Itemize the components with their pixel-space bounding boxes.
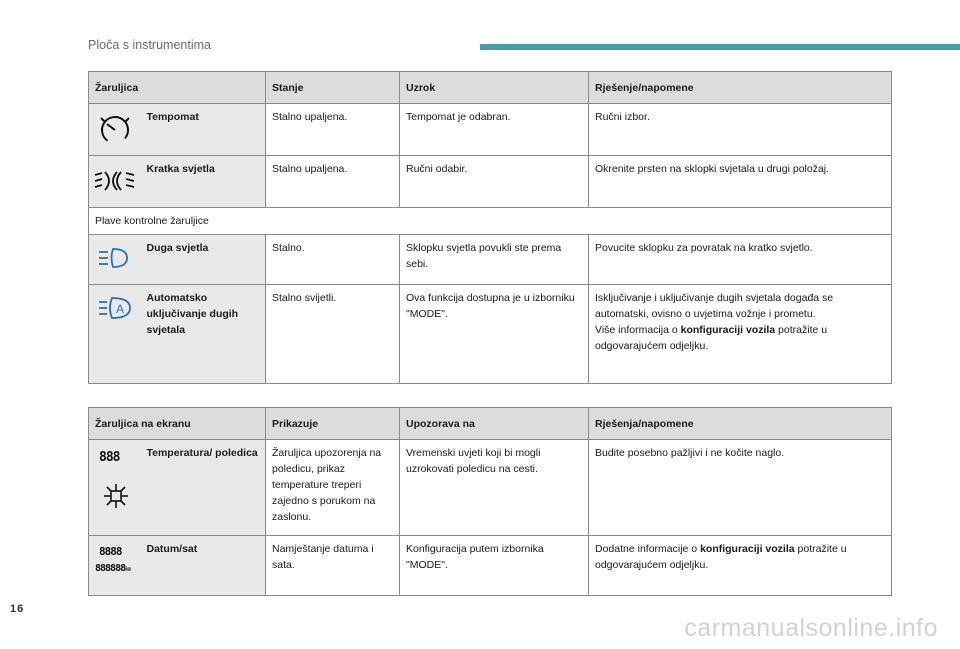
lamp-cause: Sklopku svjetla povukli ste prema sebi. — [400, 235, 589, 285]
auto-letter: A — [116, 302, 125, 316]
lamp-cause: Ova funkcija dostupna je u izborniku "MODE". — [400, 285, 589, 384]
main-beam-icon — [89, 235, 141, 285]
page-number: 16 — [10, 603, 25, 615]
table-row — [89, 156, 892, 208]
lamp-cause: Ručni odabir. — [400, 156, 589, 208]
header-shows: Prikazuje — [266, 408, 400, 440]
temperature-frost-icon — [89, 440, 141, 536]
lamp-state: Stalno upaljena. — [266, 104, 400, 156]
solution-text: potražite u odgovarajućem odjeljku. — [595, 324, 828, 352]
table-row — [89, 440, 892, 536]
lamp-state: Stalno. — [266, 235, 400, 285]
lamp-shows: Namještanje datuma i sata. — [266, 536, 400, 596]
header-lamp: Žaruljica na ekranu — [89, 408, 266, 440]
header-state: Stanje — [266, 72, 400, 104]
lamp-name: Automatsko uključivanje dugih svjetala — [141, 285, 266, 384]
lamp-cause: Tempomat je odabran. — [400, 104, 589, 156]
table-row — [89, 104, 892, 156]
lamp-name: Duga svjetla — [141, 235, 266, 285]
table-header-row — [89, 72, 892, 104]
lamp-name: Temperatura/ poledica — [141, 440, 266, 536]
lamp-warns: Konfiguracija putem izbornika "MODE". — [400, 536, 589, 596]
header-accent-bar — [480, 44, 960, 50]
lamp-solution — [589, 536, 892, 596]
lamp-name: Datum/sat — [141, 536, 266, 596]
table-subheading-row — [89, 208, 892, 235]
solution-text: Dodatne informacije o — [595, 543, 701, 555]
display-lamps-table — [88, 407, 892, 596]
header-cause: Uzrok — [400, 72, 589, 104]
lamp-solution — [589, 285, 892, 384]
lamp-solution: Okrenite prsten na sklopki svjetala u drugi položaj. — [589, 156, 892, 208]
warning-lamps-table — [88, 71, 892, 384]
solution-text: Isključivanje i uključivanje dugih svjetala događa se automatski, ovisno o uvjetima vožnje i prometu. — [595, 292, 834, 320]
watermark: carmanualsonline.info — [684, 614, 938, 642]
header-solution: Rješenje/napomene — [589, 72, 892, 104]
auto-main-beam-icon — [89, 285, 141, 384]
header-solution: Rješenja/napomene — [589, 408, 892, 440]
lamp-name: Tempomat — [141, 104, 266, 156]
header-warns: Upozorava na — [400, 408, 589, 440]
table-row — [89, 536, 892, 596]
frost-icon — [103, 483, 129, 509]
lamp-state: Stalno svijetli. — [266, 285, 400, 384]
date-time-display-icon — [89, 536, 141, 596]
solution-bold: konfiguraciji vozila — [700, 543, 795, 555]
dipped-beam-icon — [89, 156, 141, 208]
blue-lamps-subheading: Plave kontrolne žaruljice — [89, 208, 892, 235]
section-title: Ploča s instrumentima — [88, 38, 211, 52]
solution-text: potražite u odgovarajućem odjeljku. — [595, 543, 847, 571]
solution-text: Više informacija o — [595, 324, 681, 336]
lamp-name: Kratka svjetla — [141, 156, 266, 208]
odometer-digits: 888888km — [95, 563, 131, 574]
lamp-solution: Ručni izbor. — [589, 104, 892, 156]
lamp-solution: Budite posebno pažljivi i ne kočite naglo. — [589, 440, 892, 536]
display-digits: 888 — [99, 450, 120, 465]
lamp-solution: Povucite sklopku za povratak na kratko svjetlo. — [589, 235, 892, 285]
lamp-shows: Žaruljica upozorenja na poledicu, prikaz temperature treperi zajedno s porukom na zaslonu. — [266, 440, 400, 536]
clock-digits: 8888 — [99, 545, 122, 558]
table-header-row — [89, 408, 892, 440]
table-row — [89, 285, 892, 384]
header-lamp: Žaruljica — [89, 72, 266, 104]
solution-bold: konfiguraciji vozila — [680, 324, 776, 336]
table-row — [89, 235, 892, 285]
lamp-warns: Vremenski uvjeti koji bi mogli uzrokovati poledicu na cesti. — [400, 440, 589, 536]
lamp-state: Stalno upaljena. — [266, 156, 400, 208]
cruise-control-icon — [89, 104, 141, 156]
